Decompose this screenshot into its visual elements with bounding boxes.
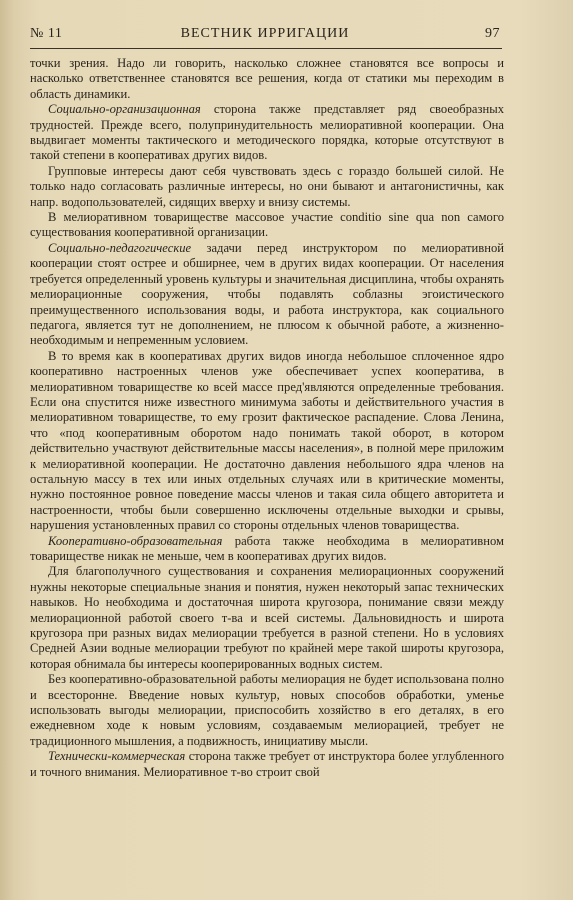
paragraph-7: Кооперативно-образовательная работа также необходима в мелиоративном товариществе никак не меньше, чем в кооперативах других видов.	[30, 533, 504, 563]
paragraph-1: точки зрения. Надо ли говорить, насколько сложнее становятся все вопросы и насколько ответственнее становятся все решения, когда от статики мы переходим в область динамики.	[30, 56, 504, 101]
section-lead: Кооперативно-образовательная	[48, 533, 223, 548]
paragraph-6: В то время как в кооперативах других видов иногда небольшое сплоченное ядро кооперативно настроенных членов уже обеспечивает успех кооператива, в мелиоративном товариществе ко всей массе пред'являются определенные требования. Если она спустится ниже известного минимума заботы и действительного участия в мелиоративном товариществе, то ему грозит фактическое распадение. Слова Ленина, что «под кооперативным оборотом надо понимать такой оборот, в котором действительно участвуют действительные массы населения», в полной мере приложим к мелиоративной кооперации. Не достаточно давления небольшого ядра членов на остальную массу в тех или иных отдельных случаях или в критические моменты, нужно постоянное ровное поведение массы членов и такая сила общего авторитета и настроенности, чтобы были совершенно исключены отдельные выходки и срывы, нарушения установленных правил со стороны отдельных членов товарищества.	[30, 348, 504, 533]
paragraph-2: Социально-организационная сторона также представляет ряд своеобразных трудностей. Прежде всего, полупринудительность мелиоративной кооперации. Она выдвигает моменты тактического и методического порядка, которые отсутствуют в такой степени в кооперативах других видов.	[30, 102, 504, 163]
issue-number: № 11	[30, 26, 63, 41]
section-lead: Социально-педагогические	[48, 240, 192, 255]
page-header	[30, 26, 500, 46]
paragraph-9: Без кооперативно-образовательной работы мелиорация не будет использована полно и всесторонне. Введение новых культур, новых способов обработки, уменье использовать выгоды мелиорации, приспособить хозяйство в его деталях, в его ежедневном ходе к новым условиям, создаваемым мелиорацией, требует не традиционного мышления, а подвижность, инициативу мысли.	[30, 672, 504, 748]
page-number: 97	[485, 26, 500, 41]
section-lead: Социально-организационная	[48, 102, 201, 117]
journal-title: ВЕСТНИК ИРРИГАЦИИ	[180, 26, 350, 41]
section-lead: Технически-коммерческая	[48, 749, 186, 764]
paragraph-5: Социально-педагогические задачи перед инструктором по мелиоративной кооперации стоят острее и обширнее, чем в других видах кооперации. От населения требуется определенный уровень культуры и значительная дисциплина, чтобы охранять мелиорационные сооружения, чтобы подавлять соблазны эгоистического преимущественного использования воды, и работа инструктора, как социального педагога, является тут не дополнением, не плюсом к обычной работе, а жизненно-необходимым и непременным условием.	[30, 240, 504, 348]
paragraph-3: Групповые интересы дают себя чувствовать здесь с гораздо большей силой. Не только надо согласовать различные интересы, но они бывают и антагонистичны, как напр. водопользователей, сидящих вверху и внизу системы.	[30, 163, 504, 209]
paragraph-8: Для благополучного существования и сохранения мелиорационных сооружений нужны некоторые специальные знания и понятия, нужен некоторый запас технических навыков. Но необходима и достаточная широта кругозора, понимание связи между мелиорационной работой своего т-ва и всей системы. Дальновидность и широта кругозора при разных видах мелиорации требуется в разной степени. Но в условиях Средней Азии водные мелиорации требуют по крайней мере такой широты кругозора, которая обнимала бы интересы кооперированных водных систем.	[30, 564, 504, 671]
paragraph-4: В мелиоративном товариществе массовое участие conditio sine qua non самого существования кооперативной организации.	[30, 210, 504, 240]
paragraph-10: Технически-коммерческая сторона также требует от инструктора более углубленного и точного внимания. Мелиоративное т-во строит свой	[30, 749, 504, 779]
article-body	[30, 56, 504, 780]
header-rule	[30, 48, 502, 49]
